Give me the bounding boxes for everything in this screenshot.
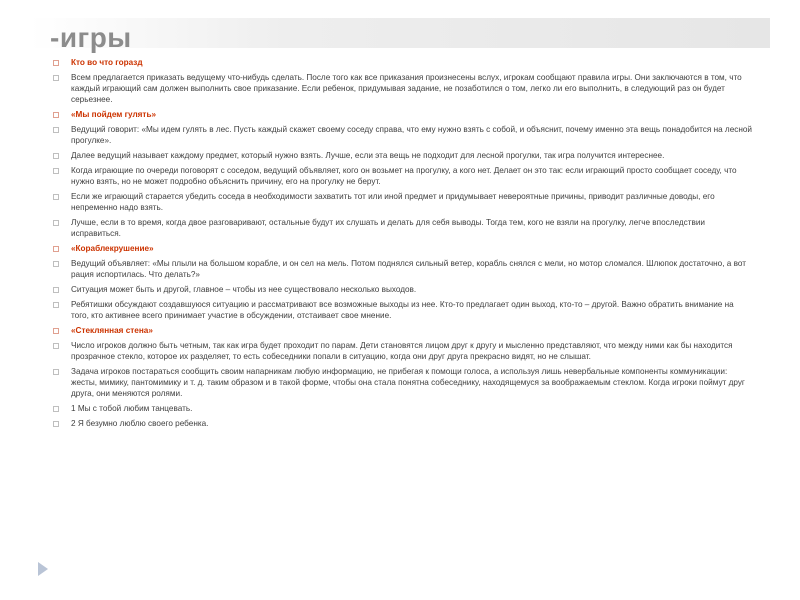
list-item <box>53 191 753 213</box>
list-item <box>53 124 753 146</box>
paragraph-text: Если же играющий старается убедить соседа в необходимости захватить тот или иной предмет и придумывает невероятные причины, приводит различные доводы, его непременно надо взять. <box>71 192 715 212</box>
slide-title: -игры <box>50 22 132 53</box>
list-item <box>53 299 753 321</box>
heading-text: Кто во что горазд <box>71 58 143 67</box>
list-item <box>53 165 753 187</box>
list-item <box>53 217 753 239</box>
paragraph-text: Далее ведущий называет каждому предмет, который нужно взять. Лучше, если эта вещь не подходит для лесной прогулки, так игра получится интереснее. <box>71 151 665 160</box>
paragraph-text: Ведущий говорит: «Мы идем гулять в лес. Пусть каждый скажет своему соседу справа, что ему нужно взять с собой, и объяснит, почему именно эта вещь понадобится на лесной прогулке». <box>71 125 753 145</box>
paragraph-text: Когда играющие по очереди поговорят с соседом, ведущий объявляет, кого он возьмет на прогулку, а кого нет. Делает он это так: если играющий просто сообщает соседу, что нужно взять, но не может подробно объяснить причину, его на прогулку не берут. <box>71 166 737 186</box>
list-item <box>53 284 753 295</box>
slide-content <box>53 57 753 433</box>
bullet-icon <box>53 287 59 293</box>
heading-text: «Мы пойдем гулять» <box>71 110 157 119</box>
list-item <box>53 340 753 362</box>
next-slide-arrow-icon[interactable] <box>38 562 48 576</box>
bullet-icon <box>53 60 59 66</box>
list-item <box>53 72 753 105</box>
paragraph-text: 1 Мы с тобой любим танцевать. <box>71 404 193 413</box>
heading-text: «Стеклянная стена» <box>71 326 153 335</box>
paragraph-text: Задача игроков постараться сообщить своим напарникам любую информацию, не прибегая к помощи голоса, а используя лишь невербальные компоненты коммуникации: жесты, мимику, пантомимику и т. д. таким образом и в такой форме, чтобы она стала понятна собеседнику, находящемуся за воображаемым стеклом. Когда игроки поймут друг друга, они меняются ролями. <box>71 367 745 398</box>
bullet-icon <box>53 343 59 349</box>
bullet-icon <box>53 220 59 226</box>
list-item <box>53 243 753 254</box>
list-item <box>53 403 753 414</box>
bullet-icon <box>53 369 59 375</box>
paragraph-text: Ведущий объявляет: «Мы плыли на большом корабле, и он сел на мель. Потом поднялся сильный ветер, корабль снялся с мели, но мотор сломался. Шлюпок достаточно, а вот рация испортилась. Что делать?» <box>71 259 746 279</box>
bullet-icon <box>53 421 59 427</box>
list-item <box>53 258 753 280</box>
bullet-icon <box>53 153 59 159</box>
bullet-icon <box>53 246 59 252</box>
title-band <box>30 18 770 48</box>
list-item <box>53 418 753 429</box>
bullet-icon <box>53 194 59 200</box>
bullet-icon <box>53 302 59 308</box>
list-item <box>53 57 753 68</box>
bullet-icon <box>53 75 59 81</box>
bullet-icon <box>53 261 59 267</box>
bullet-icon <box>53 168 59 174</box>
heading-text: «Кораблекрушение» <box>71 244 154 253</box>
list-item <box>53 150 753 161</box>
bullet-icon <box>53 112 59 118</box>
paragraph-text: Ситуация может быть и другой, главное – чтобы из нее существовало несколько выходов. <box>71 285 417 294</box>
bullet-icon <box>53 328 59 334</box>
paragraph-text: Лучше, если в то время, когда двое разговаривают, остальные будут их слушать и делать для себя выводы. Тогда тем, кого не взяли на прогулку, легче впоследствии исправиться. <box>71 218 705 238</box>
bullet-icon <box>53 406 59 412</box>
paragraph-text: 2 Я безумно люблю своего ребенка. <box>71 419 209 428</box>
paragraph-text: Число игроков должно быть четным, так как игра будет проходит по парам. Дети становятся лицом друг к другу и мысленно представляют, что между ними как бы находится прозрачное стекло, которое их разделяет, то есть собеседники попали в ситуацию, когда они друг друга прекрасно видят, но не слышат. <box>71 341 733 361</box>
list-item <box>53 366 753 399</box>
paragraph-text: Всем предлагается приказать ведущему что-нибудь сделать. После того как все приказания произнесены вслух, игрокам сообщают правила игры. Они заключаются в том, что каждый играющий сам должен выполнить свое приказание. Если ребенок, придумывая задание, не позаботился о том, легко ли его выполнить, в следующий раз он будет серьезнее. <box>71 73 742 104</box>
paragraph-text: Ребятишки обсуждают создавшуюся ситуацию и рассматривают все возможные выходы из нее. Кто-то предлагает один выход, кто-то – другой. Важно обратить внимание на того, кто активнее всего принимает участие в обсуждении, отстаивает свое мнение. <box>71 300 734 320</box>
list-item <box>53 325 753 336</box>
list-item <box>53 109 753 120</box>
bullet-icon <box>53 127 59 133</box>
